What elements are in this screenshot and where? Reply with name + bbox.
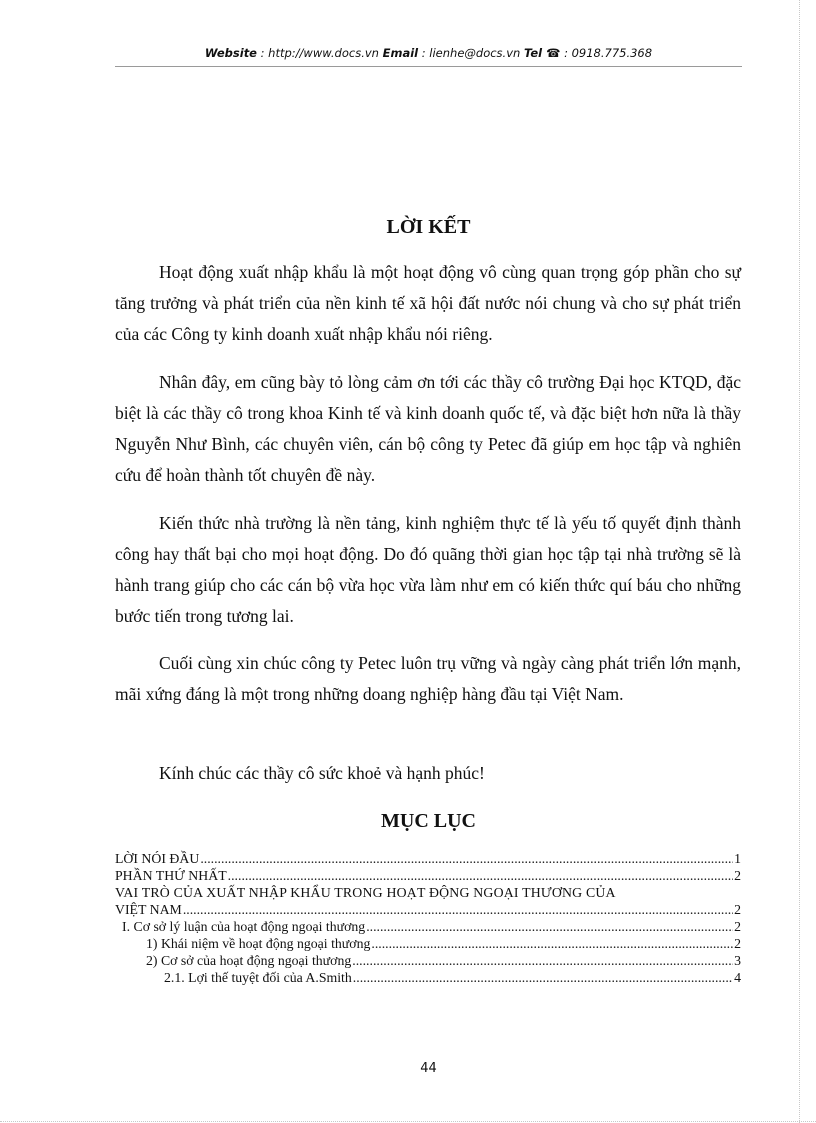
page-number: 44 (420, 1061, 437, 1076)
toc-entry-text: 1) Khái niệm về hoạt động ngoại thương (146, 936, 371, 951)
table-of-contents (115, 850, 741, 986)
toc-entry-text: LỜI NÓI ĐẦU (115, 851, 200, 866)
toc-title: MỤC LỤC (381, 810, 476, 832)
closing-paragraph-4: Cuối cùng xin chúc công ty Petec luôn trụ vững và ngày càng phát triển lớn mạnh, mãi xứng đáng là một trong những doang nghiệp hàng đầu tại Việt Nam. (115, 653, 741, 704)
toc-entry[interactable] (115, 867, 741, 884)
toc-leader (183, 901, 733, 918)
toc-entry-text: I. Cơ sở lý luận của hoạt động ngoại thương (122, 919, 366, 934)
page-border-bottom (0, 1121, 816, 1122)
header-divider (115, 66, 742, 67)
toc-entry-text: VIỆT NAM (115, 902, 182, 917)
email-label: Email (382, 46, 419, 60)
toc-entry[interactable] (115, 850, 741, 867)
toc-entry[interactable] (115, 935, 741, 952)
toc-entry-page: 4 (734, 970, 741, 985)
closing-paragraph-3: Kiến thức nhà trường là nền tảng, kinh nghiệm thực tế là yếu tố quyết định thành công hay thất bại cho mọi hoạt động. Do đó quãng thời gian học tập tại nhà trường sẽ là hành trang giúp cho các cán bộ vừa học vừa làm như em có kiến thức quí báu cho những bước tiến trong tương lai. (115, 513, 741, 626)
toc-entry-text: PHẦN THỨ NHẤT (115, 868, 227, 883)
toc-leader (200, 850, 733, 867)
toc-entry[interactable] (115, 952, 741, 969)
toc-entry-page: 3 (734, 953, 741, 968)
toc-entry-page: 2 (734, 936, 741, 951)
toc-leader (353, 969, 733, 986)
email-value: : lienhe@docs.vn (421, 46, 521, 60)
toc-leader (371, 935, 733, 952)
toc-entry-text-line1: VAI TRÒ CỦA XUẤT NHẬP KHẨU TRONG HOẠT ĐỘNG NGOẠI THƯƠNG CỦA (115, 885, 616, 900)
page-border-right (799, 0, 800, 1123)
closing-title: LỜI KẾT (386, 216, 471, 238)
website-value: : http://www.docs.vn (260, 46, 379, 60)
toc-entry-text: 2.1. Lợi thế tuyệt đối của A.Smith (164, 970, 352, 985)
closing-paragraph-2: Nhân đây, em cũng bày tỏ lòng cảm ơn tới các thầy cô trường Đại học KTQD, đặc biệt là các thầy cô trong khoa Kinh tế và kinh doanh quốc tế, và đặc biệt hơn nữa là thầy Nguyễn Như Bình, các chuyên viên, cán bộ công ty Petec đã giúp em học tập và nghiên cứu để hoàn thành tốt chuyên đề này. (115, 372, 741, 485)
toc-entry-page: 2 (734, 902, 741, 917)
toc-leader (352, 952, 733, 969)
page-header (115, 46, 742, 60)
tel-value: : 0918.775.368 (564, 46, 653, 60)
toc-entry-page: 2 (734, 919, 741, 934)
website-label: Website (204, 46, 257, 60)
closing-paragraph-5: Kính chúc các thầy cô sức khoẻ và hạnh phúc! (159, 763, 485, 783)
toc-entry-page: 2 (734, 868, 741, 883)
toc-leader (228, 867, 733, 884)
toc-entry[interactable] (115, 918, 741, 935)
toc-entry[interactable] (115, 901, 741, 918)
tel-label: Tel ☎ (523, 46, 561, 60)
closing-paragraph-1: Hoạt động xuất nhập khẩu là một hoạt động vô cùng quan trọng góp phần cho sự tăng trưởng và phát triển của nền kinh tế xã hội đất nước nói chung và cho sự phát triển của các Công ty kinh doanh xuất nhập khẩu nói riêng. (115, 262, 741, 344)
toc-entry-text: 2) Cơ sở của hoạt động ngoại thương (146, 953, 352, 968)
toc-leader (366, 918, 733, 935)
toc-entry-page: 1 (734, 851, 741, 866)
toc-entry[interactable] (115, 969, 741, 986)
